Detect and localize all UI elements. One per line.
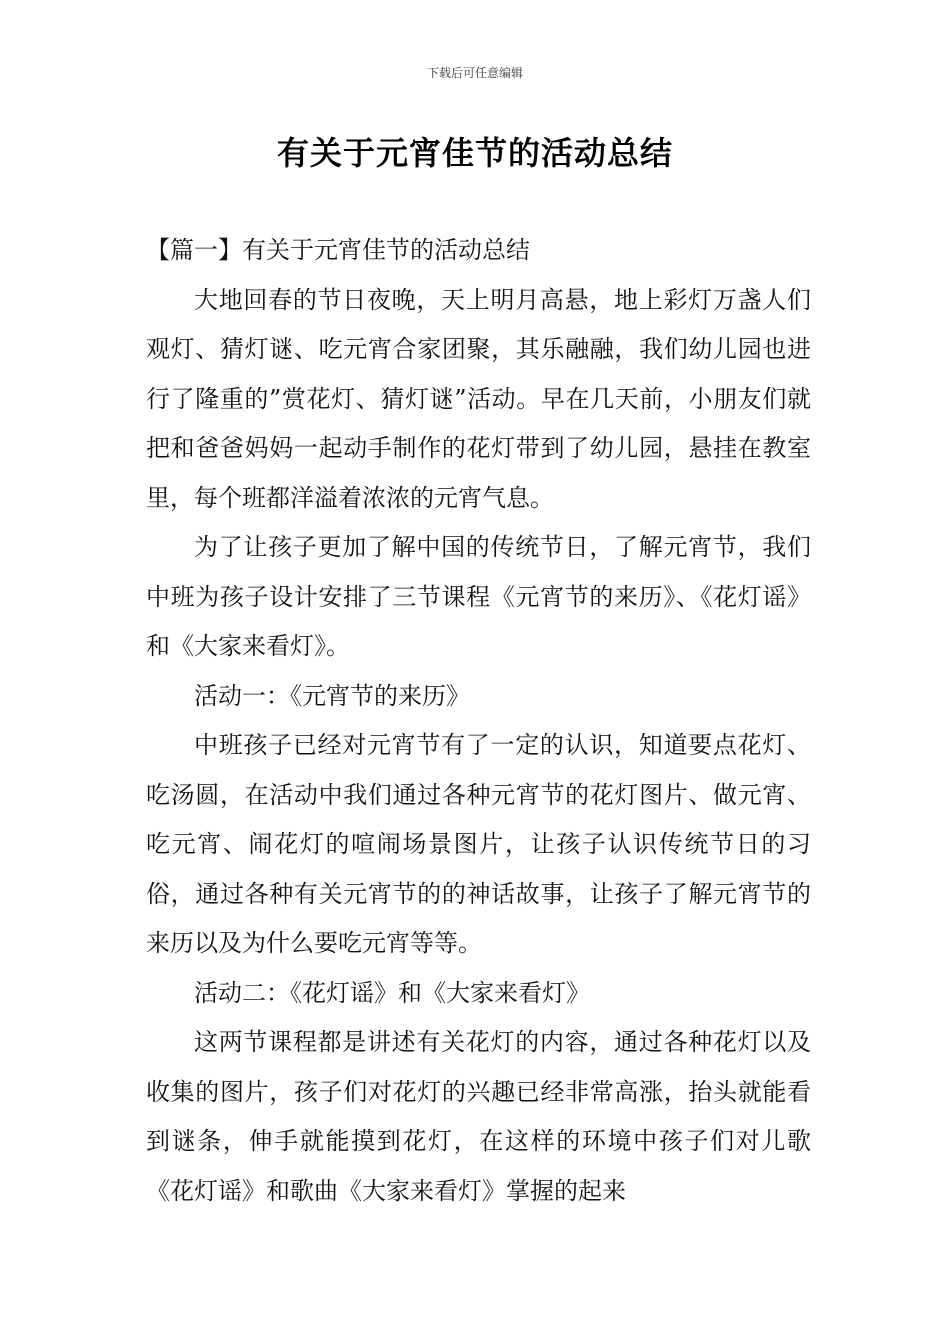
document-title: 有关于元宵佳节的活动总结 bbox=[276, 134, 673, 172]
activity-two-heading: 活动二：《花灯谣》和《大家来看灯》 bbox=[194, 978, 590, 1007]
paragraph-activity-two: 这两节课程都是讲述有关花灯的内容，通过各种花灯以及收集的图片，孩子们对花灯的兴趣已经非常高涨，抬头就能看到谜条，伸手就能摸到花灯，在这样的环境中孩子们对儿歌《花灯谣》和歌曲《大家来看灯》掌握的起来 bbox=[146, 1028, 811, 1205]
document-body bbox=[146, 226, 811, 1216]
activity-one-heading: 活动一：《元宵节的来历》 bbox=[194, 681, 470, 710]
paragraph-intro: 大地回春的节日夜晚，天上明月高悬，地上彩灯万盏人们观灯、猜灯谜、吃元宵合家团聚，其乐融融，我们幼儿园也进行了隆重的”赏花灯、猜灯谜”活动。早在几天前，小朋友们就把和爸爸妈妈一起动手制作的花灯带到了幼儿园，悬挂在教室里，每个班都洋溢着浓浓的元宵气息。 bbox=[146, 285, 811, 512]
header-note: 下载后可任意编辑 bbox=[426, 66, 523, 80]
paragraph-courses: 为了让孩子更加了解中国的传统节日，了解元宵节，我们中班为孩子设计安排了三节课程《元宵节的来历》、《花灯谣》和《大家来看灯》。 bbox=[146, 533, 811, 660]
paragraph-activity-one: 中班孩子已经对元宵节有了一定的认识，知道要点花灯、吃汤圆，在活动中我们通过各种元宵节的花灯图片、做元宵、吃元宵、闹花灯的喧闹场景图片，让孩子认识传统节日的习俗，通过各种有关元宵节的的神话故事，让孩子了解元宵节的来历以及为什么要吃元宵等等。 bbox=[146, 731, 811, 957]
section-heading: 【篇一】有关于元宵佳节的活动总结 bbox=[146, 236, 530, 264]
